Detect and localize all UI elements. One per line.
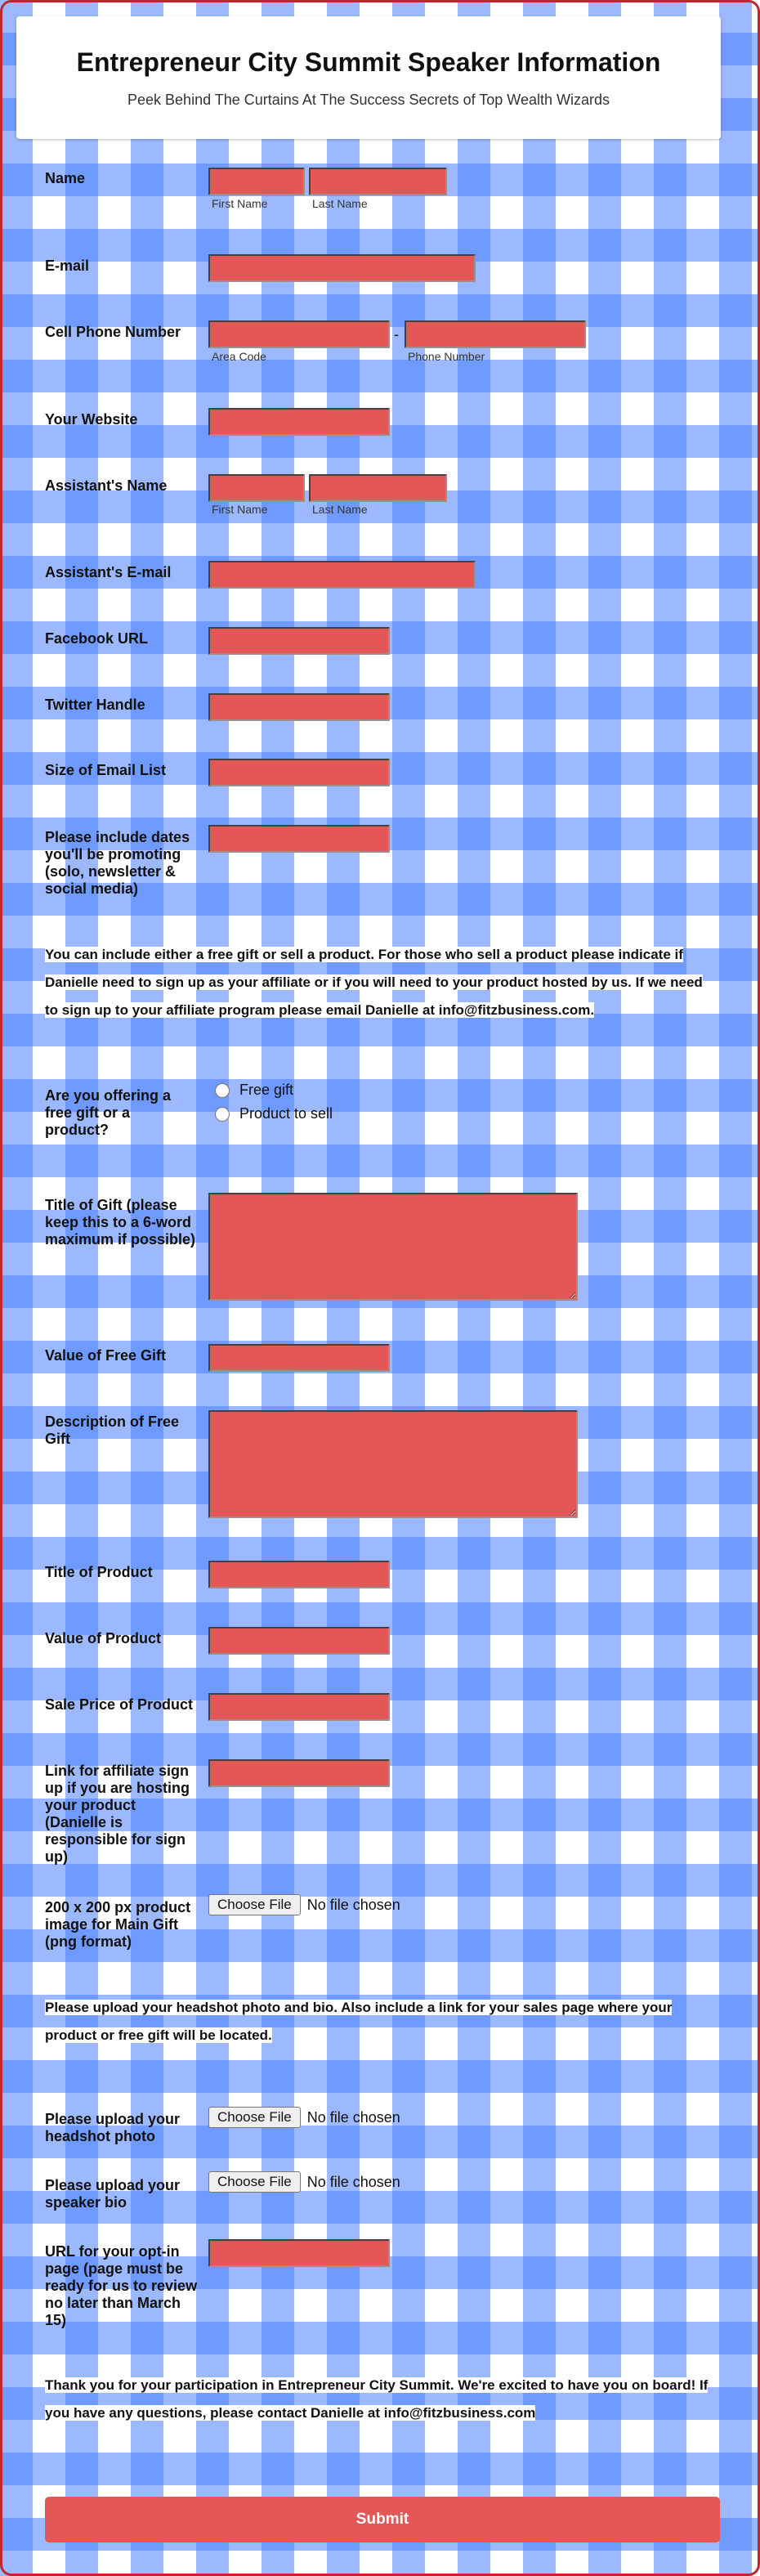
- first-name-sublabel: First Name: [212, 197, 268, 210]
- assistant-name-label: Assistant's Name: [45, 477, 168, 494]
- phone-number-input[interactable]: [405, 320, 586, 348]
- product-title-input[interactable]: [208, 1561, 390, 1588]
- promo-dates-input[interactable]: [208, 825, 390, 853]
- gift-title-textarea[interactable]: [208, 1193, 578, 1301]
- gift-title-label: Title of Gift (please keep this to a 6-word maximum if possible): [45, 1197, 196, 1248]
- gift-description-textarea[interactable]: [208, 1410, 578, 1518]
- headshot-label: Please upload your headshot photo: [45, 2111, 181, 2144]
- free-gift-radio[interactable]: [215, 1083, 230, 1098]
- thanks-note: Thank you for your participation in Entrepreneur City Summit. We're excited to have you on board! If you have any questions, please contact Danielle at info@fitzbusiness.com: [45, 2377, 709, 2421]
- phone-number-sublabel: Phone Number: [408, 350, 485, 363]
- twitter-label: Twitter Handle: [45, 697, 145, 713]
- gift-info-note: You can include either a free gift or sell a product. For those who sell a product please indicate if Danielle need to sign up as your affiliate or if you will need to your product hosted by us. If we need to sign up to your affiliate program please email Danielle at info@fitzbusiness.com.: [45, 947, 703, 1018]
- area-code-input[interactable]: [208, 320, 390, 348]
- page-title: Entrepreneur City Summit Speaker Information: [76, 47, 661, 77]
- last-name-input[interactable]: [309, 168, 447, 195]
- product-value-input[interactable]: [208, 1627, 390, 1655]
- submit-button[interactable]: Submit: [45, 2497, 720, 2542]
- phone-label: Cell Phone Number: [45, 324, 181, 340]
- headshot-upload[interactable]: [208, 2107, 400, 2128]
- bio-label: Please upload your speaker bio: [45, 2177, 181, 2211]
- gift-value-label: Value of Free Gift: [45, 1347, 167, 1364]
- gift-value-input[interactable]: [208, 1344, 390, 1372]
- product-title-label: Title of Product: [45, 1564, 153, 1580]
- sale-price-label: Sale Price of Product: [45, 1696, 194, 1713]
- gift-image-choose-file-button[interactable]: Choose File: [208, 1894, 301, 1915]
- optin-url-input[interactable]: [208, 2239, 390, 2267]
- gift-description-label: Description of Free Gift: [45, 1413, 180, 1447]
- facebook-label: Facebook URL: [45, 630, 149, 647]
- gift-image-upload[interactable]: [208, 1894, 400, 1915]
- email-input[interactable]: [208, 254, 476, 282]
- product-radio[interactable]: [215, 1107, 230, 1122]
- headshot-file-status: No file chosen: [306, 2108, 400, 2126]
- phone-separator: -: [394, 326, 399, 343]
- headshot-choose-file-button[interactable]: Choose File: [208, 2107, 301, 2128]
- website-input[interactable]: [208, 408, 390, 436]
- email-list-input[interactable]: [208, 759, 390, 786]
- facebook-input[interactable]: [208, 627, 390, 655]
- assistant-first-name-sublabel: First Name: [212, 503, 268, 516]
- product-option[interactable]: [215, 1105, 333, 1122]
- assistant-email-label: Assistant's E-mail: [45, 564, 172, 580]
- website-label: Your Website: [45, 411, 138, 428]
- first-name-input[interactable]: [208, 168, 305, 195]
- assistant-last-name-input[interactable]: [309, 474, 447, 502]
- assistant-email-input[interactable]: [208, 561, 476, 589]
- bio-choose-file-button[interactable]: Choose File: [208, 2171, 301, 2193]
- twitter-input[interactable]: [208, 693, 390, 721]
- upload-info-note: Please upload your headshot photo and bio. Also include a link for your sales page where your product or free gift will be located.: [45, 2000, 673, 2043]
- last-name-sublabel: Last Name: [312, 197, 368, 210]
- page-subtitle: Peek Behind The Curtains At The Success Secrets of Top Wealth Wizards: [127, 92, 610, 108]
- affiliate-link-input[interactable]: [208, 1759, 390, 1787]
- bio-upload[interactable]: [208, 2171, 400, 2193]
- promo-dates-label: Please include dates you'll be promoting (solo, newsletter & social media): [45, 829, 190, 897]
- product-option-label: Product to sell: [239, 1105, 333, 1122]
- gift-image-file-status: No file chosen: [306, 1896, 400, 1913]
- product-value-label: Value of Product: [45, 1630, 162, 1646]
- email-list-label: Size of Email List: [45, 762, 167, 778]
- free-gift-option[interactable]: [215, 1082, 293, 1099]
- free-gift-option-label: Free gift: [239, 1082, 294, 1098]
- sale-price-input[interactable]: [208, 1693, 390, 1721]
- bio-file-status: No file chosen: [306, 2173, 400, 2190]
- gift-or-product-label: Are you offering a free gift or a product?: [45, 1087, 172, 1138]
- area-code-sublabel: Area Code: [212, 350, 266, 363]
- gift-image-label: 200 x 200 px product image for Main Gift (png format): [45, 1899, 191, 1950]
- optin-url-label: URL for your opt-in page (page must be ready for us to review no later than March 15): [45, 2243, 198, 2328]
- assistant-last-name-sublabel: Last Name: [312, 503, 368, 516]
- affiliate-link-label: Link for affiliate sign up if you are hosting your product (Danielle is responsible for sign up): [45, 1763, 190, 1865]
- assistant-first-name-input[interactable]: [208, 474, 305, 502]
- email-label: E-mail: [45, 258, 90, 274]
- name-label: Name: [45, 170, 86, 186]
- form-header: [16, 16, 721, 139]
